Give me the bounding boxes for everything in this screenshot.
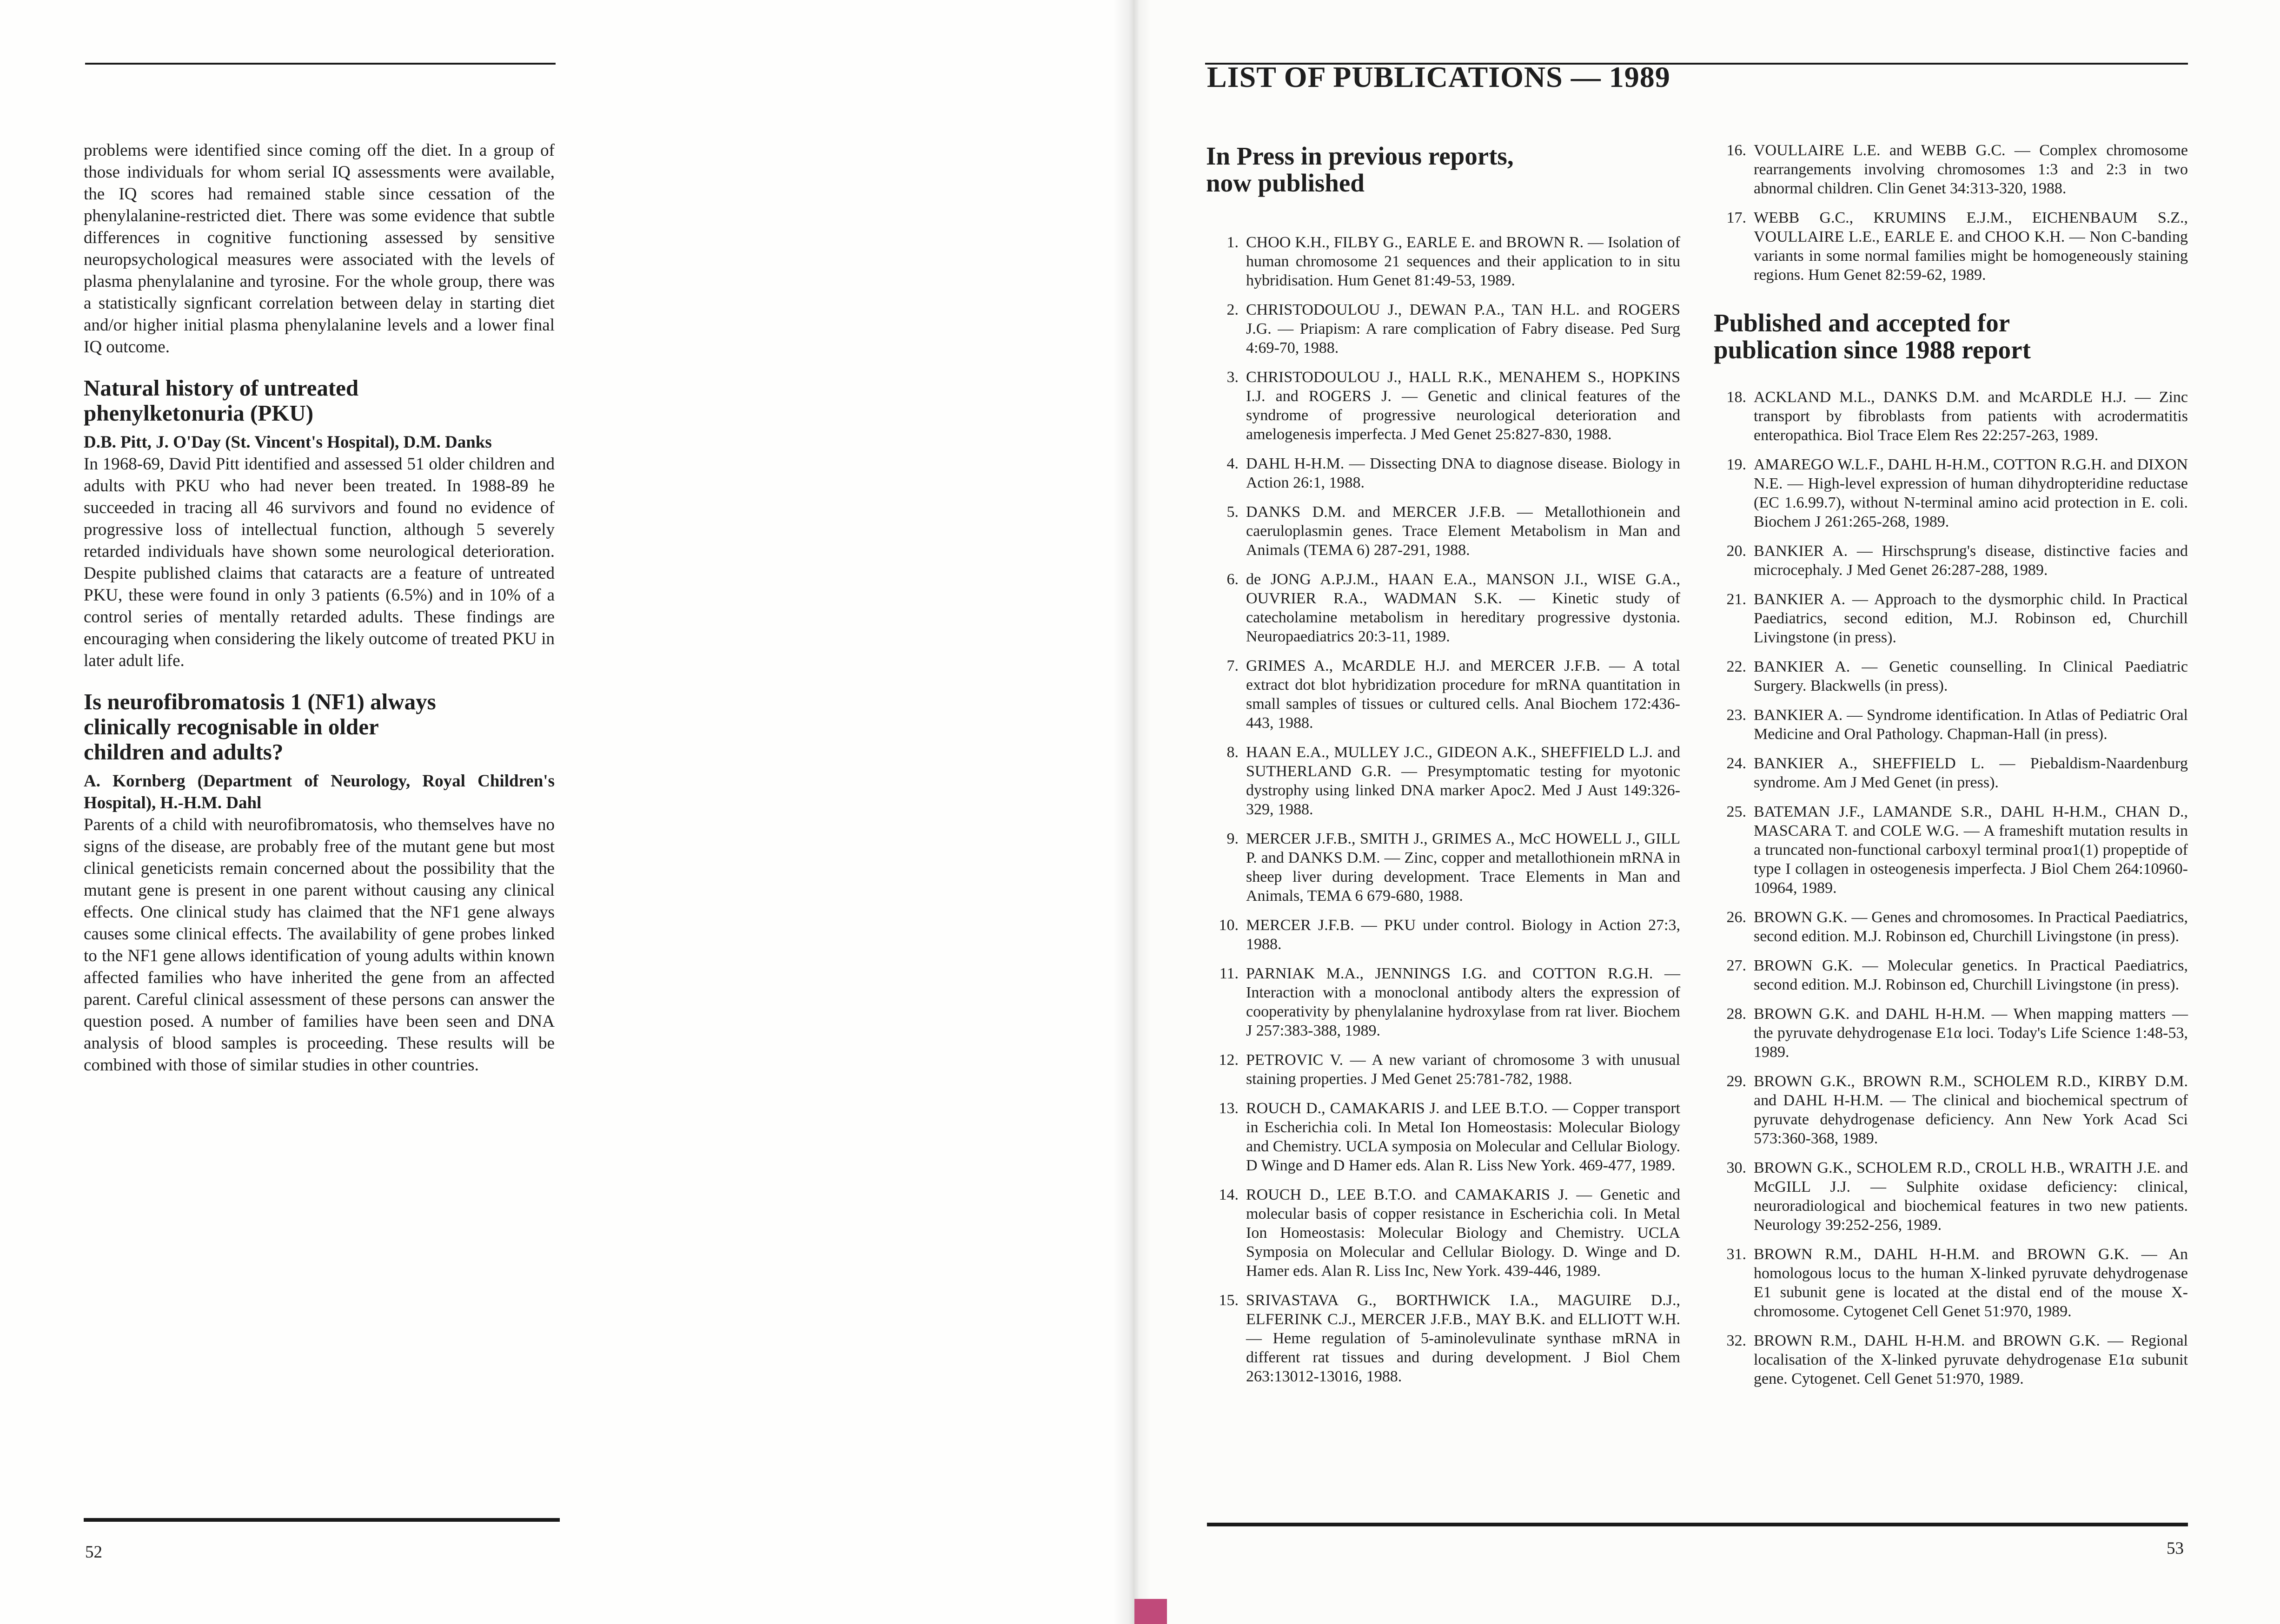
item-text: BATEMAN J.F., LAMANDE S.R., DAHL H-H.M., CHAN D., MASCARA T. and COLE W.G. — A frameshift mutation results in a truncated non-functional carboxyl terminal proα1(1) propeptide of type I collagen in osteogenesis imperfecta. J Biol Chem 264:10960-10964, 1989. xyxy=(1754,803,2188,897)
publication-item xyxy=(1714,706,2188,744)
page-title: LIST OF PUBLICATIONS — 1989 xyxy=(1207,60,1670,93)
publication-item xyxy=(1206,1291,1680,1386)
item-text: CHRISTODOULOU J., DEWAN P.A., TAN H.L. and ROGERS J.G. — Priapism: A rare complication of Fabry disease. Ped Surg 4:69-70, 1988. xyxy=(1246,301,1680,356)
item-number: 11. xyxy=(1219,965,1239,982)
publication-item xyxy=(1206,454,1680,492)
item-number: 28. xyxy=(1726,1005,1746,1023)
item-number: 16. xyxy=(1726,142,1746,159)
publication-item xyxy=(1714,908,2188,946)
publication-item xyxy=(1714,141,2188,198)
item-text: de JONG A.P.J.M., HAAN E.A., MANSON J.I., WISE G.A., OUVRIER R.A., WADMAN S.K. — Kinetic study of catecholamine metabolism in hereditary progressive dystonia. Neuropaediatrics 20:3-11, 1989. xyxy=(1246,571,1680,645)
item-number: 30. xyxy=(1726,1159,1746,1176)
publication-item xyxy=(1206,1185,1680,1281)
publication-item xyxy=(1714,590,2188,647)
item-number: 31. xyxy=(1726,1246,1746,1263)
item-number: 17. xyxy=(1726,209,1746,226)
item-text: BANKIER A. — Hirschsprung's disease, distinctive facies and microcephaly. J Med Genet 26:287-288, 1989. xyxy=(1754,542,2188,579)
left-column xyxy=(84,139,555,1076)
publication-item xyxy=(1714,754,2188,792)
item-text: DANKS D.M. and MERCER J.F.B. — Metallothionein and caeruloplasmin genes. Trace Element Metabolism in Man and Animals (TEMA 6) 287-291, 1988. xyxy=(1246,503,1680,559)
intro-paragraph xyxy=(84,139,555,358)
publication-item xyxy=(1714,455,2188,531)
publication-item xyxy=(1206,300,1680,357)
item-text: SRIVASTAVA G., BORTHWICK I.A., MAGUIRE D.J., ELFERINK C.J., MERCER J.F.B., MAY B.K. and ELLIOTT W.H. — Heme regulation of 5-aminolevulinate synthase mRNA in different rat tissues and during development. J Biol Chem 263:13012-13016, 1988. xyxy=(1246,1292,1680,1385)
publication-item xyxy=(1206,1099,1680,1175)
item-text: HAAN E.A., MULLEY J.C., GIDEON A.K., SHEFFIELD L.J. and SUTHERLAND G.R. — Presymptomatic testing for myotonic dystrophy using linked DNA marker Apoc2. Med J Aust 149:326-329, 1988. xyxy=(1246,744,1680,818)
item-number: 19. xyxy=(1726,456,1746,473)
item-number: 6. xyxy=(1226,571,1239,588)
item-text: BROWN G.K. — Genes and chromosomes. In Practical Paediatrics, second edition. M.J. Robinson ed, Churchill Livingstone (in press). xyxy=(1754,909,2188,945)
publication-item xyxy=(1714,1072,2188,1148)
publication-item xyxy=(1714,1004,2188,1062)
item-number: 26. xyxy=(1726,909,1746,926)
section-body xyxy=(84,453,555,672)
publication-item xyxy=(1714,541,2188,580)
heading-line: phenylketonuria (PKU) xyxy=(84,400,314,426)
item-text: BROWN G.K., BROWN R.M., SCHOLEM R.D., KIRBY D.M. and DAHL H-H.M. — The clinical and biochemical spectrum of pyruvate dehydrogenase deficiency. Ann New York Acad Sci 573:360-368, 1989. xyxy=(1754,1073,2188,1147)
item-number: 23. xyxy=(1726,706,1746,724)
heading-line: Is neurofibromatosis 1 (NF1) always xyxy=(84,689,436,714)
section-heading xyxy=(84,376,555,426)
item-number: 4. xyxy=(1226,455,1239,472)
item-number: 8. xyxy=(1226,744,1239,761)
item-number: 3. xyxy=(1226,369,1239,386)
item-text: CHOO K.H., FILBY G., EARLE E. and BROWN R. — Isolation of human chromosome 21 sequences and their application to in situ hybridisation. Hum Genet 81:49-53, 1989. xyxy=(1246,234,1680,289)
right-column-1 xyxy=(1206,143,1680,1396)
item-number: 1. xyxy=(1226,234,1239,251)
item-text: ROUCH D., CAMAKARIS J. and LEE B.T.O. — Copper transport in Escherichia coli. In Metal Ion Homeostasis: Molecular Biology and Chemistry. UCLA symposia on Molecular and Cellular Biology. D Winge and D Hamer eds. Alan R. Liss New York. 469-477, 1989. xyxy=(1246,1100,1680,1174)
heading-line: In Press in previous reports, xyxy=(1206,142,1514,170)
intro-text: problems were identified since coming off the diet. In a group of those individuals for whom serial IQ assessments were available, the IQ scores had remained stable since cessation of the phenylalanine-restricted diet. There was some evidence that subtle differences in cognitive functioning assessed by sensitive neuropsychological measures were associated with the levels of plasma phenylalanine and tyrosine. For the whole group, there was a statistically signficant correlation between delay in starting diet and/or higher initial plasma phenylalanine levels and a lower final IQ outcome. xyxy=(84,141,555,356)
publication-list xyxy=(1714,141,2188,284)
item-text: MERCER J.F.B. — PKU under control. Biology in Action 27:3, 1988. xyxy=(1246,917,1680,953)
heading-line: clinically recognisable in older xyxy=(84,714,379,739)
item-number: 14. xyxy=(1219,1186,1239,1203)
item-number: 24. xyxy=(1726,755,1746,772)
item-number: 2. xyxy=(1226,301,1239,318)
item-text: AMAREGO W.L.F., DAHL H-H.M., COTTON R.G.H. and DIXON N.E. — High-level expression of human dihydropteridine reductase (EC 1.6.99.7), without N-terminal amino acid protection in E. coli. Biochem J 261:265-268, 1989. xyxy=(1754,456,2188,530)
publication-item xyxy=(1206,368,1680,444)
item-text: BROWN G.K. and DAHL H-H.M. — When mapping matters — the pyruvate dehydrogenase E1α loci. Today's Life Science 1:48-53, 1989. xyxy=(1754,1005,2188,1061)
item-text: ACKLAND M.L., DANKS D.M. and McARDLE H.J. — Zinc transport by fibroblasts from patients with acrodermatitis enteropathica. Biol Trace Elem Res 22:257-263, 1989. xyxy=(1754,389,2188,444)
publication-item xyxy=(1714,1245,2188,1321)
item-number: 25. xyxy=(1726,803,1746,820)
publication-item xyxy=(1206,656,1680,733)
publication-list xyxy=(1714,388,2188,1388)
item-text: PETROVIC V. — A new variant of chromosome 3 with unusual staining properties. J Med Genet 25:781-782, 1988. xyxy=(1246,1051,1680,1088)
item-text: MERCER J.F.B., SMITH J., GRIMES A., McC HOWELL J., GILL P. and DANKS D.M. — Zinc, copper and metallothionein mRNA in sheep liver during development. Trace Elements in Man and Animals, TEMA 6 679-680, 1988. xyxy=(1246,830,1680,904)
item-number: 18. xyxy=(1726,389,1746,406)
section-heading xyxy=(84,689,555,765)
book-spine-shadow xyxy=(1113,0,1151,1624)
publication-item xyxy=(1206,964,1680,1040)
section-heading-published xyxy=(1714,310,2188,363)
publication-item xyxy=(1714,802,2188,898)
item-text: BROWN G.K., SCHOLEM R.D., CROLL H.B., WRAITH J.E. and McGILL J.J. — Sulphite oxidase deficiency: clinical, neuroradiological and biochemical features in two new patients. Neurology 39:252-256, 1989. xyxy=(1754,1159,2188,1234)
item-number: 9. xyxy=(1226,830,1239,847)
item-text: GRIMES A., McARDLE H.J. and MERCER J.F.B. — A total extract dot blot hybridization procedure for mRNA quantitation in small samples of tissues or cultured cells. Anal Biochem 172:436-443, 1988. xyxy=(1246,657,1680,732)
item-text: BANKIER A., SHEFFIELD L. — Piebaldism-Naardenburg syndrome. Am J Med Genet (in press). xyxy=(1754,755,2188,791)
section-authors: A. Kornberg (Department of Neurology, Royal Children's Hospital), H.-H.M. Dahl xyxy=(84,772,555,812)
item-number: 13. xyxy=(1219,1100,1239,1117)
section-body-text: In 1968-69, David Pitt identified and assessed 51 older children and adults with PKU who had never been treated. In 1988-89 he succeeded in tracing all 46 survivors and found no evidence of progressive loss of intellectual function, although 5 severely retarded individuals have shown some neurological deterioration. Despite published claims that cataracts are a feature of untreated PKU, these were found in only 3 patients (6.5%) and in 10% of a control series of mentally retarded adults. These findings are encouraging when considering the likely outcome of treated PKU in later adult life. xyxy=(84,455,555,670)
item-number: 21. xyxy=(1726,591,1746,608)
heading-line: Natural history of untreated xyxy=(84,375,359,401)
page-number: 52 xyxy=(85,1543,102,1562)
item-text: VOULLAIRE L.E. and WEBB G.C. — Complex chromosome rearrangements involving chromosomes 1:3 and 2:3 in two abnormal children. Clin Genet 34:313-320, 1988. xyxy=(1754,142,2188,197)
publication-item xyxy=(1714,208,2188,284)
publication-item xyxy=(1206,570,1680,646)
publication-item xyxy=(1714,1331,2188,1388)
left-bottom-rule xyxy=(84,1518,560,1522)
heading-line: now published xyxy=(1206,169,1365,197)
publication-item xyxy=(1206,916,1680,954)
item-number: 7. xyxy=(1226,657,1239,674)
item-number: 10. xyxy=(1219,917,1239,934)
publication-item xyxy=(1714,657,2188,695)
publication-item xyxy=(1714,1158,2188,1235)
publication-list xyxy=(1206,233,1680,1386)
publication-item xyxy=(1206,1050,1680,1089)
heading-line: children and adults? xyxy=(84,739,284,765)
item-number: 12. xyxy=(1219,1051,1239,1069)
publication-item xyxy=(1206,233,1680,290)
item-number: 22. xyxy=(1726,658,1746,675)
publication-item xyxy=(1206,743,1680,819)
section-body xyxy=(84,814,555,1076)
item-text: PARNIAK M.A., JENNINGS I.G. and COTTON R.G.H. — Interaction with a monoclonal antibody alters the expression of cooperativity by phenylalanine hydroxylase from rat liver. Biochem J 257:383-388, 1989. xyxy=(1246,965,1680,1039)
left-top-rule xyxy=(85,63,556,65)
item-number: 32. xyxy=(1726,1332,1746,1349)
item-text: DAHL H-H.M. — Dissecting DNA to diagnose disease. Biology in Action 26:1, 1988. xyxy=(1246,455,1680,491)
section-heading-in-press xyxy=(1206,143,1680,197)
item-text: BANKIER A. — Approach to the dysmorphic child. In Practical Paediatrics, second edition, M.J. Robinson ed, Churchill Livingstone (in press). xyxy=(1754,591,2188,646)
item-text: BROWN R.M., DAHL H-H.M. and BROWN G.K. — An homologous locus to the human X-linked pyruvate dehydrogenase E1 subunit gene is located at the distal end of the mouse X-chromosome. Cytogenet Cell Genet 51:970, 1989. xyxy=(1754,1246,2188,1320)
publication-item xyxy=(1714,956,2188,994)
publication-item xyxy=(1714,388,2188,445)
publication-item xyxy=(1206,829,1680,905)
section-neurofibromatosis xyxy=(84,689,555,1076)
item-number: 29. xyxy=(1726,1073,1746,1090)
page-number: 53 xyxy=(2167,1539,2184,1558)
right-bottom-rule xyxy=(1207,1523,2188,1526)
heading-line: publication since 1988 report xyxy=(1714,336,2031,364)
item-text: ROUCH D., LEE B.T.O. and CAMAKARIS J. — Genetic and molecular basis of copper resistance in Escherichia coli. In Metal Ion Homeostasis: Molecular Biology and Chemistry. UCLA Symposia on Molecular and Cellular Biology. D. Winge and D. Hamer eds. Alan R. Liss Inc, New York. 439-446, 1989. xyxy=(1246,1186,1680,1280)
section-body-text: Parents of a child with neurofibromatosis, who themselves have no signs of the disease, are probably free of the mutant gene but most clinical geneticists remain concerned about the possibility that the mutant gene is present in one parent without causing any clinical effects. One clinical study has claimed that the NF1 gene always causes some clinical effects. The availability of gene probes linked to the NF1 gene allows identification of young adults within known affected families who have inherited the gene from an affected parent. Careful clinical assessment of these persons can answer the question posed. A number of families have been seen and DNA analysis of blood samples is proceeding. These results will be combined with those of similar studies in other countries. xyxy=(84,815,555,1075)
item-number: 20. xyxy=(1726,542,1746,560)
publication-item xyxy=(1206,502,1680,560)
item-number: 5. xyxy=(1226,503,1239,521)
item-text: CHRISTODOULOU J., HALL R.K., MENAHEM S., HOPKINS I.J. and ROGERS J. — Genetic and clinical features of the syndrome of progressive neurological deterioration and amelogenesis imperfecta. J Med Genet 25:827-830, 1988. xyxy=(1246,369,1680,443)
item-text: BANKIER A. — Genetic counselling. In Clinical Paediatric Surgery. Blackwells (in press). xyxy=(1754,658,2188,694)
item-text: WEBB G.C., KRUMINS E.J.M., EICHENBAUM S.Z., VOULLAIRE L.E., EARLE E. and CHOO K.H. — Non C-banding variants in some normal families might be homogeneously staining regions. Hum Genet 82:59-62, 1989. xyxy=(1754,209,2188,284)
item-text: BANKIER A. — Syndrome identification. In Atlas of Pediatric Oral Medicine and Oral Pathology. Chapman-Hall (in press). xyxy=(1754,706,2188,743)
item-text: BROWN R.M., DAHL H-H.M. and BROWN G.K. — Regional localisation of the X-linked pyruvate dehydrogenase E1α subunit gene. Cytogenet. Cell Genet 51:970, 1989. xyxy=(1754,1332,2188,1387)
item-number: 27. xyxy=(1726,957,1746,974)
item-number: 15. xyxy=(1219,1292,1239,1309)
section-authors: D.B. Pitt, J. O'Day (St. Vincent's Hospital), D.M. Danks xyxy=(84,433,492,452)
section-natural-history xyxy=(84,376,555,672)
heading-line: Published and accepted for xyxy=(1714,309,2010,337)
page-edge-mark xyxy=(1134,1599,1167,1624)
item-text: BROWN G.K. — Molecular genetics. In Practical Paediatrics, second edition. M.J. Robinson ed, Churchill Livingstone (in press). xyxy=(1754,957,2188,993)
right-column-2 xyxy=(1714,141,2188,1399)
